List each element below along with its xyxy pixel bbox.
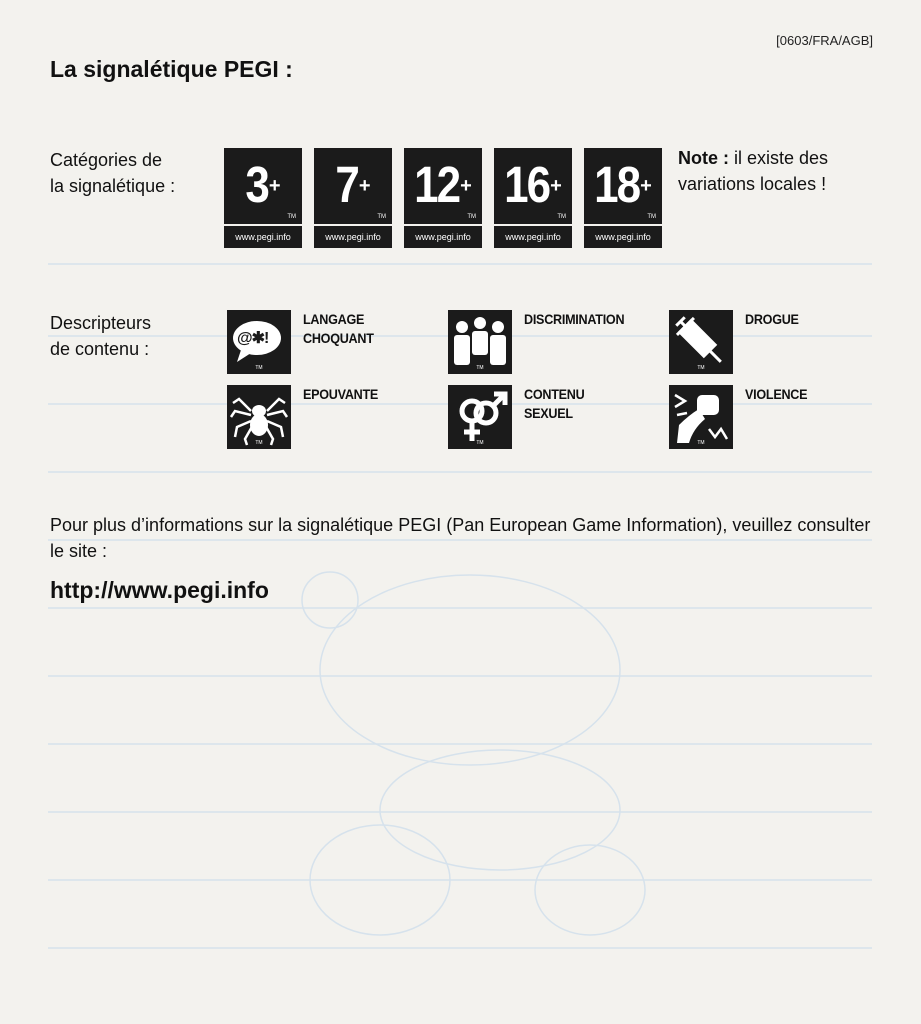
descriptor-label	[303, 310, 402, 374]
note-label: Note :	[678, 148, 729, 168]
descriptors-label	[50, 310, 151, 362]
note	[678, 145, 878, 197]
age-number: 16	[504, 157, 550, 214]
trademark-mark: TM	[697, 365, 705, 371]
descriptor-violence	[669, 385, 855, 449]
people-icon	[448, 310, 512, 374]
descriptor-fear	[227, 385, 413, 449]
badge-site: www.pegi.info	[494, 224, 572, 248]
categories-label	[50, 147, 175, 199]
descriptor-label-line1: CONTENU	[524, 386, 585, 402]
trademark-mark: TM	[697, 440, 705, 446]
age-number: 7	[335, 157, 358, 214]
age-number: 3	[245, 157, 268, 214]
age-plus: +	[268, 174, 281, 197]
fist-icon	[669, 385, 733, 449]
categories-label-line1: Catégories de	[50, 150, 163, 170]
age-badge-12	[404, 148, 482, 248]
descriptor-label-line1: LANGAGE	[303, 311, 365, 327]
speech-bubble-glyph: @✱!	[237, 330, 269, 347]
age-number: 18	[594, 157, 640, 214]
trademark-mark: TM	[557, 214, 566, 221]
trademark-mark: TM	[476, 365, 484, 371]
descriptor-discrimination	[448, 310, 634, 374]
descriptor-label-line1: VIOLENCE	[745, 386, 808, 402]
badge-site: www.pegi.info	[314, 224, 392, 248]
descriptor-label	[745, 310, 844, 374]
descriptor-drugs	[669, 310, 855, 374]
age-badge-3	[224, 148, 302, 248]
descriptor-label	[745, 385, 844, 449]
trademark-mark: TM	[287, 214, 296, 221]
descriptors-label-line2: de contenu :	[50, 339, 150, 359]
speech-bubble-icon	[227, 310, 291, 374]
pegi-url-link[interactable]: http://www.pegi.info	[50, 577, 269, 603]
note-text: il existe des variations locales !	[678, 148, 829, 194]
info-paragraph: Pour plus d’informations sur la signalétique PEGI (Pan European Game Information), veuillez consulter le site :	[50, 515, 871, 561]
gender-symbols-icon	[448, 385, 512, 449]
trademark-mark: TM	[467, 214, 476, 221]
age-badge-16	[494, 148, 572, 248]
descriptor-label-line1: DROGUE	[745, 311, 799, 327]
descriptor-bad-language	[227, 310, 413, 374]
badge-site: www.pegi.info	[224, 224, 302, 248]
age-badge-7	[314, 148, 392, 248]
page-title: La signalétique PEGI :	[50, 56, 293, 82]
document-code: [0603/FRA/AGB]	[776, 33, 873, 48]
trademark-mark: TM	[476, 440, 484, 446]
descriptors-label-line1: Descripteurs	[50, 313, 152, 333]
age-plus: +	[358, 174, 371, 197]
descriptor-label	[524, 310, 623, 374]
spider-icon	[227, 385, 291, 449]
age-plus: +	[640, 174, 652, 197]
trademark-mark: TM	[647, 214, 656, 221]
descriptor-label	[524, 385, 623, 449]
badge-site: www.pegi.info	[404, 224, 482, 248]
age-number: 12	[414, 157, 460, 214]
badge-site: www.pegi.info	[584, 224, 662, 248]
descriptor-label-line2: SEXUEL	[524, 405, 573, 421]
age-plus: +	[550, 174, 562, 197]
categories-label-line2: la signalétique :	[50, 176, 176, 196]
descriptor-sexual-content	[448, 385, 634, 449]
trademark-mark: TM	[377, 214, 386, 221]
age-badge-18	[584, 148, 662, 248]
descriptor-label-line1: EPOUVANTE	[303, 386, 379, 402]
age-plus: +	[460, 174, 472, 197]
trademark-mark: TM	[255, 440, 263, 446]
descriptor-label-line2: CHOQUANT	[303, 330, 374, 346]
syringe-icon	[669, 310, 733, 374]
age-rating-badges	[224, 148, 662, 248]
trademark-mark: TM	[255, 365, 263, 371]
descriptor-label	[303, 385, 402, 449]
descriptor-label-line1: DISCRIMINATION	[524, 311, 625, 327]
